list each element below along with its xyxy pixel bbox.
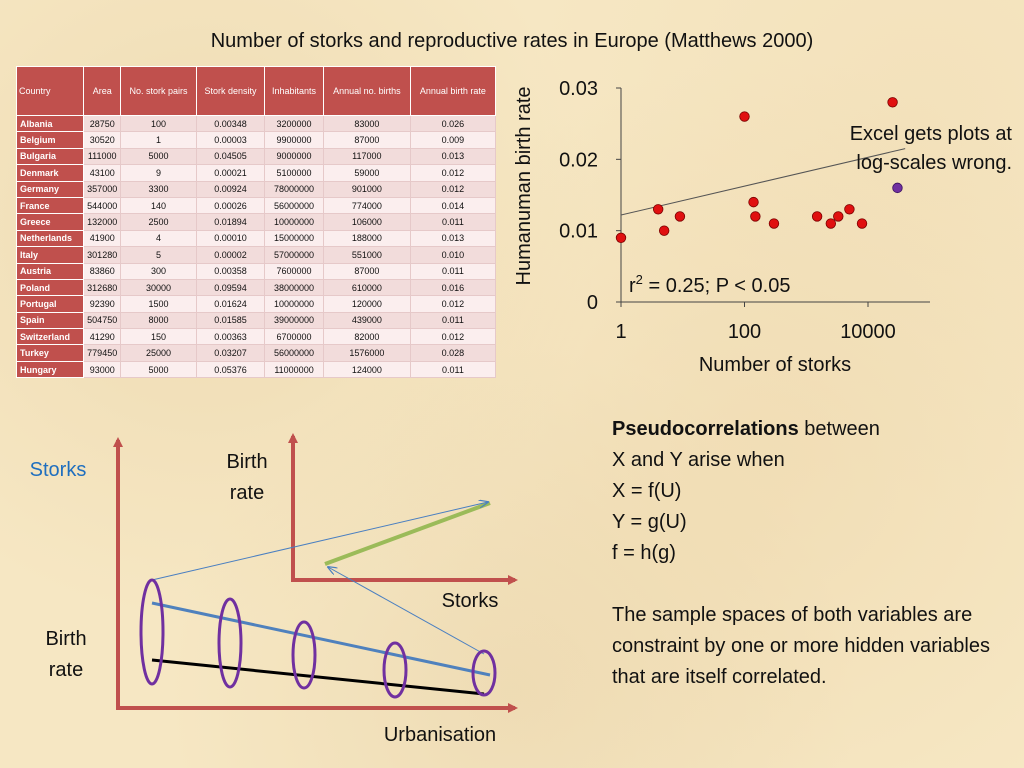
table-cell: 0.00348 [196, 116, 264, 132]
urbanisation-ellipse-4 [384, 643, 406, 697]
table-cell: 5 [121, 247, 197, 263]
table-cell: 100 [121, 116, 197, 132]
table-cell: 0.026 [410, 116, 495, 132]
table-cell: 4 [121, 230, 197, 246]
urbanisation-label: Urbanisation [383, 724, 497, 746]
country-cell: Albania [17, 116, 84, 132]
table-cell: 0.013 [410, 230, 495, 246]
column-header: No. stork pairs [121, 67, 197, 116]
table-cell: 41290 [84, 329, 121, 345]
table-cell: 551000 [323, 247, 410, 263]
correlation-line [325, 503, 490, 564]
note-line-5: f = h(g) [612, 542, 676, 564]
table-cell: 0.04505 [196, 148, 264, 164]
x-tick-label: 1 [615, 321, 627, 343]
table-cell: 2500 [121, 214, 197, 230]
stat-r: r [629, 275, 636, 297]
table-cell: 0.05376 [196, 361, 264, 377]
country-cell: Denmark [17, 165, 84, 181]
table-cell: 0.00358 [196, 263, 264, 279]
table-cell: 30000 [121, 279, 197, 295]
page-title: Number of storks and reproductive rates in Europe (Matthews 2000) [210, 30, 814, 52]
table-cell: 779450 [84, 345, 121, 361]
country-cell: Switzerland [17, 329, 84, 345]
table-cell: 1 [121, 132, 197, 148]
country-cell: Germany [17, 181, 84, 197]
table-cell: 544000 [84, 197, 121, 213]
table-cell: 0.00026 [196, 197, 264, 213]
table-cell: 0.009 [410, 132, 495, 148]
note-paragraph: The sample spaces of both variables are constraint by one or more hidden variables that are itself correlated. [612, 604, 990, 688]
country-cell: Belgium [17, 132, 84, 148]
table-cell: 0.00924 [196, 181, 264, 197]
table-cell: 92390 [84, 296, 121, 312]
x-axis-label: Number of storks [698, 354, 852, 376]
table-cell: 111000 [84, 148, 121, 164]
x-tick-label: 100 [727, 321, 762, 343]
country-cell: France [17, 197, 84, 213]
table-cell: 5000 [121, 148, 197, 164]
table-cell: 56000000 [265, 345, 324, 361]
country-cell: Poland [17, 279, 84, 295]
table-cell: 25000 [121, 345, 197, 361]
table-cell: 78000000 [265, 181, 324, 197]
y-tick-label: 0.03 [559, 78, 598, 100]
table-cell: 9000000 [265, 148, 324, 164]
table-cell: 301280 [84, 247, 121, 263]
birth-rate-left-label: Birth rate [45, 628, 87, 681]
birth-rate-top-label: Birth rate [226, 451, 268, 504]
table-cell: 3200000 [265, 116, 324, 132]
country-cell: Netherlands [17, 230, 84, 246]
table-cell: 117000 [323, 148, 410, 164]
table-cell: 9900000 [265, 132, 324, 148]
table-cell: 0.011 [410, 214, 495, 230]
table-cell: 0.028 [410, 345, 495, 361]
table-cell: 38000000 [265, 279, 324, 295]
table-cell: 59000 [323, 165, 410, 181]
urbanisation-ellipse-2 [219, 599, 241, 687]
table-cell: 300 [121, 263, 197, 279]
stat-rest: = 0.25; P < 0.05 [642, 275, 791, 297]
table-cell: 504750 [84, 312, 121, 328]
table-cell: 0.014 [410, 197, 495, 213]
table-cell: 0.011 [410, 263, 495, 279]
note-line-1 [612, 414, 992, 445]
table-cell: 439000 [323, 312, 410, 328]
urbanisation-ellipse-1 [141, 580, 163, 684]
stat-superscript: 2 [635, 272, 643, 287]
column-header: Country [17, 67, 84, 116]
country-cell: Turkey [17, 345, 84, 361]
table-cell: 0.012 [410, 296, 495, 312]
country-cell: Italy [17, 247, 84, 263]
country-cell: Greece [17, 214, 84, 230]
table-cell: 610000 [323, 279, 410, 295]
column-header: Stork density [196, 67, 264, 116]
y-tick-label: 0.02 [559, 149, 598, 172]
table-cell: 357000 [84, 181, 121, 197]
x-tick-label: 10000 [840, 321, 896, 343]
y-axis-label: Humanuman birth rate [513, 86, 535, 286]
table-cell: 5100000 [265, 165, 324, 181]
note-line-1-rest: between [798, 418, 880, 440]
pseudocorrelation-notes [612, 414, 992, 693]
y-tick-label: 0 [586, 292, 598, 314]
table-cell: 82000 [323, 329, 410, 345]
table-cell: 150 [121, 329, 197, 345]
table-cell: 15000000 [265, 230, 324, 246]
table-cell: 0.09594 [196, 279, 264, 295]
table-cell: 0.01585 [196, 312, 264, 328]
country-cell: Bulgaria [17, 148, 84, 164]
table-cell: 0.011 [410, 312, 495, 328]
table-cell: 3300 [121, 181, 197, 197]
table-cell: 7600000 [265, 263, 324, 279]
table-cell: 0.03207 [196, 345, 264, 361]
storks-legend-label: Storks [29, 459, 87, 481]
column-header: Annual no. births [323, 67, 410, 116]
table-cell: 1500 [121, 296, 197, 312]
table-cell: 188000 [323, 230, 410, 246]
excel-note: Excel gets plots at log-scales wrong. [849, 123, 1012, 174]
country-cell: Hungary [17, 361, 84, 377]
table-cell: 0.011 [410, 361, 495, 377]
country-cell: Austria [17, 263, 84, 279]
note-bold-term: Pseudocorrelations [612, 418, 799, 440]
table-cell: 9 [121, 165, 197, 181]
table-cell: 0.00363 [196, 329, 264, 345]
table-cell: 93000 [84, 361, 121, 377]
table-cell: 0.00002 [196, 247, 264, 263]
table-cell: 41900 [84, 230, 121, 246]
table-cell: 43100 [84, 165, 121, 181]
table-cell: 87000 [323, 132, 410, 148]
table-cell: 106000 [323, 214, 410, 230]
table-cell: 140 [121, 197, 197, 213]
table-cell: 0.01624 [196, 296, 264, 312]
y-tick-label: 0.01 [559, 220, 598, 243]
table-cell: 57000000 [265, 247, 324, 263]
table-cell: 901000 [323, 181, 410, 197]
storks-axis-label: Storks [441, 590, 499, 612]
table-cell: 11000000 [265, 361, 324, 377]
table-cell: 5000 [121, 361, 197, 377]
projection-arrow-top [152, 502, 488, 580]
table-cell: 0.01894 [196, 214, 264, 230]
table-cell: 0.012 [410, 165, 495, 181]
table-cell: 56000000 [265, 197, 324, 213]
table-cell: 6700000 [265, 329, 324, 345]
column-header: Inhabitants [265, 67, 324, 116]
table-cell: 30520 [84, 132, 121, 148]
table-cell: 312680 [84, 279, 121, 295]
birth-rate-line [152, 660, 484, 694]
table-cell: 132000 [84, 214, 121, 230]
table-cell: 124000 [323, 361, 410, 377]
table-cell: 774000 [323, 197, 410, 213]
table-cell: 83860 [84, 263, 121, 279]
table-cell: 0.013 [410, 148, 495, 164]
table-cell: 0.016 [410, 279, 495, 295]
note-line-4: Y = g(U) [612, 511, 687, 533]
table-cell: 1576000 [323, 345, 410, 361]
table-cell: 0.012 [410, 181, 495, 197]
table-cell: 0.012 [410, 329, 495, 345]
table-cell: 39000000 [265, 312, 324, 328]
table-cell: 0.00021 [196, 165, 264, 181]
table-cell: 83000 [323, 116, 410, 132]
note-line-3: X = f(U) [612, 480, 682, 502]
urbanisation-ellipse-3 [293, 622, 315, 688]
note-line-2: X and Y arise when [612, 449, 785, 471]
table-cell: 87000 [323, 263, 410, 279]
table-cell: 10000000 [265, 296, 324, 312]
column-header: Area [84, 67, 121, 116]
table-cell: 10000000 [265, 214, 324, 230]
table-cell: 120000 [323, 296, 410, 312]
table-cell: 0.010 [410, 247, 495, 263]
country-cell: Spain [17, 312, 84, 328]
column-header: Annual birth rate [410, 67, 495, 116]
table-cell: 28750 [84, 116, 121, 132]
table-cell: 0.00003 [196, 132, 264, 148]
table-cell: 0.00010 [196, 230, 264, 246]
country-cell: Portugal [17, 296, 84, 312]
table-cell: 8000 [121, 312, 197, 328]
